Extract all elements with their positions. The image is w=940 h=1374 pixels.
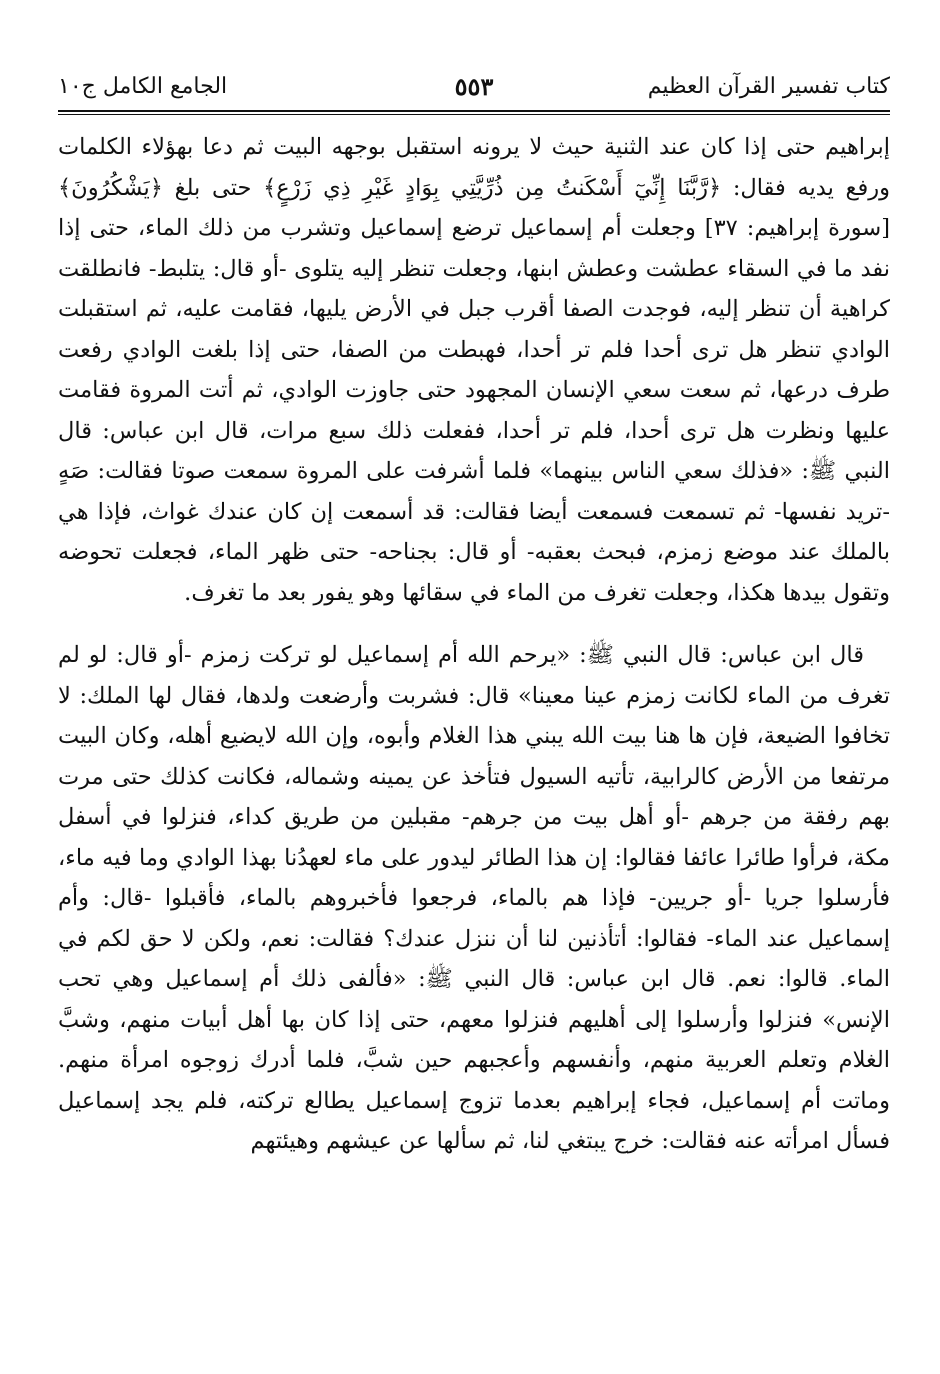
paragraph-2: قال ابن عباس: قال النبي ﷺ: «يرحم الله أم إسماعيل لو تركت زمزم -أو قال: لو لم تغرف من الماء لكانت زمزم عينا معينا» قال: فشربت وأرضعت ولدها، فقال لها الملك: لا تخافوا الضيعة، فإن ها هنا بيت الله يبني هذا الغلام وأبوه، وإن الله لايضيع أهله، وكان البيت مرتفعا من الأرض كالرابية، تأتيه السيول فتأخذ عن يمينه وشماله، فكانت كذلك حتى مرت بهم رفقة من جرهم -أو أهل بيت من جرهم- مقبلين من طريق كداء، فنزلوا في أسفل مكة، فرأوا طائرا عائفا فقالوا: إن هذا الطائر ليدور على ماء لعهدُنا بهذا الوادي وما فيه ماء، فأرسلوا جريا -أو جريين- فإذا هم بالماء، فرجعوا فأخبروهم بالماء، فأقبلوا -قال: وأم إسماعيل عند الماء- فقالوا: أتأذنين لنا أن ننزل عندك؟ فقالت: نعم، ولكن لا حق لكم في الماء. قالوا: نعم. قال ابن عباس: قال النبي ﷺ: «فألفى ذلك أم إسماعيل وهي تحب الإنس» فنزلوا وأرسلوا إلى أهليهم فنزلوا معهم، حتى إذا كان بها أهل أبيات منهم، وشبَّ الغلام وتعلم العربية منهم، وأنفسهم وأعجبهم حين شبَّ، فلما أدرك زوجوه امرأة منهم. وماتت أم إسماعيل، فجاء إبراهيم بعدما تزوج إسماعيل يطالع تركته، فلم يجد إسماعيل فسأل امرأته عنه فقالت: خرج يبتغي لنا، ثم سألها عن عيشهم وهيئتهم <box>58 642 890 1154</box>
paragraph-gap <box>58 613 890 635</box>
book-title: كتاب تفسير القرآن العظيم <box>647 74 890 99</box>
paragraph-1: إبراهيم حتى إذا كان عند الثنية حيث لا يرونه استقبل بوجهه البيت ثم دعا بهؤلاء الكلمات ورفع يديه فقال: ﴿رَّبَّنَا إِنِّيٓ أَسْكَنتُ مِن ذُرِّيَّتِي بِوَادٍ غَيْرِ ذِي زَرْعٍ﴾ حتى بلغ ﴿يَشْكُرُونَ﴾ [سورة إبراهيم: ٣٧] وجعلت أم إسماعيل ترضع إسماعيل وتشرب من ذلك الماء، حتى إذا نفد ما في السقاء عطشت وعطش ابنها، وجعلت تنظر إليه يتلوى -أو قال: يتلبط- فانطلقت كراهية أن تنظر إليه، فوجدت الصفا أقرب جبل في الأرض يليها، فقامت عليه، ثم استقبلت الوادي تنظر هل ترى أحدا فلم تر أحدا، فهبطت من الصفا، حتى إذا بلغت الوادي رفعت طرف درعها، ثم سعت سعي الإنسان المجهود حتى جاوزت الوادي، ثم أتت المروة فقامت عليها ونظرت هل ترى أحدا، فلم تر أحدا، ففعلت ذلك سبع مرات، قال ابن عباس: قال النبي ﷺ: «فذلك سعي الناس بينهما» فلما أشرفت على المروة سمعت صوتا فقالت: صَهٍ -تريد نفسها- ثم تسمعت فسمعت أيضا فقالت: قد أسمعت إن كان عندك غواث، فإذا هي بالملك عند موضع زمزم، فبحث بعقبه- أو قال: بجناحه- حتى ظهر الماء، فجعلت تحوضه وتقول بيدها هكذا، وجعلت تغرف من الماء في سقائها وهو يفور بعد ما تغرف. <box>58 134 890 606</box>
page-header <box>58 66 890 110</box>
header-divider <box>58 110 890 115</box>
volume-label: الجامع الكامل ج١٠ <box>58 74 228 99</box>
book-page <box>58 66 890 1356</box>
page-number: ٥٥٣ <box>454 72 494 101</box>
